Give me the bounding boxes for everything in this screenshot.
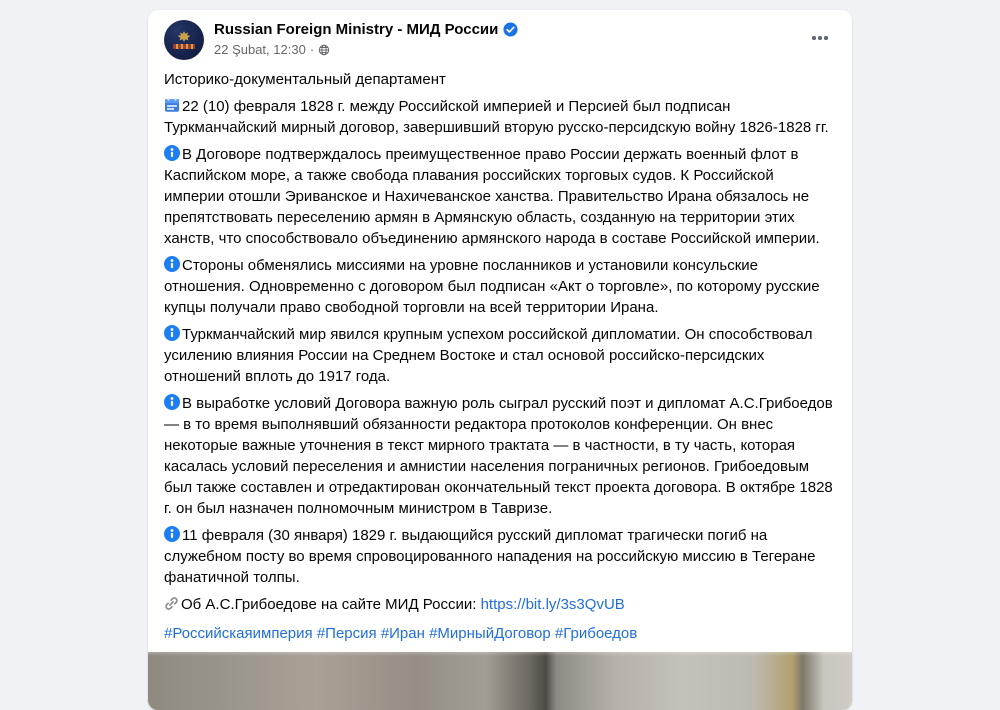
post-paragraph (164, 96, 836, 138)
post-meta (214, 42, 804, 57)
paragraph-text: Стороны обменялись миссиями на уровне посланников и установили консульские отношения. Одновременно с договором был подписан «Акт о торговле», по которому русские купцы получали право свободной торговли на всей территории Ирана. (164, 257, 820, 316)
external-link[interactable]: https://bit.ly/3s3QvUB (480, 596, 625, 613)
post-photo-attachment[interactable] (148, 652, 852, 710)
paragraph-text: Об А.С.Грибоедове на сайте МИД России: (181, 596, 481, 613)
post-paragraph (164, 144, 836, 249)
facebook-post-card (148, 10, 852, 710)
hashtag-link[interactable]: #МирныйДоговор (429, 625, 551, 642)
paragraph-text: В Договоре подтверждалось преимущественное право России держать военный флот в Каспийском море, а также свобода плавания российских торговых судов. К Российской империи отошли Эриванское и Нахичеванское ханства. Правительство Ирана обязалось не препятствовать переселению армян в Армянскую область, созданную на территории этих ханств, что способствовало объединению армянского народа в составе Российской империи. (164, 146, 820, 247)
hashtag-row (164, 623, 836, 644)
globe-icon (318, 44, 330, 56)
paragraph-text: В выработке условий Договора важную роль сыграл русский поэт и дипломат А.С.Грибоедов — в то время выполнявший обязанности редактора протоколов конференции. Он внес некоторые важные уточнения в текст мирного трактата — в частности, в ту часть, которая касалась условий переселения и амнистии населения пограничных регионов. Грибоедовым был также составлен и отредактирован окончательный текст проекта договора. В октябре 1828 г. он был назначен полномочным министром в Тавризе. (164, 395, 833, 517)
info-icon (164, 394, 180, 410)
paragraph-text: Историко-документальный департамент (164, 71, 446, 88)
hashtag-link[interactable]: #Грибоедов (554, 625, 638, 642)
more-options-button[interactable] (804, 22, 836, 54)
link-icon (164, 596, 179, 611)
post-paragraph (164, 393, 836, 519)
verified-badge-icon (503, 22, 518, 37)
header-info (214, 20, 804, 57)
info-icon (164, 256, 180, 272)
post-paragraph (164, 594, 836, 615)
post-content (148, 60, 852, 644)
hashtag-link[interactable]: #Персия (316, 625, 377, 642)
paragraph-text: Туркманчайский мир явился крупным успехом российской дипломатии. Он способствовал усилению влияния России на Среднем Востоке и стал основой российско-персидских отношений вплоть до 1917 года. (164, 326, 813, 385)
post-paragraph (164, 525, 836, 588)
info-icon (164, 325, 180, 341)
info-icon (164, 526, 180, 542)
avatar-banner (173, 44, 195, 49)
post-paragraph (164, 255, 836, 318)
info-icon (164, 145, 180, 161)
paragraph-text: 22 (10) февраля 1828 г. между Российской империей и Персией был подписан Туркманчайский мирный договор, завершивший вторую русско-персидскую войну 1826-1828 гг. (164, 98, 829, 136)
avatar[interactable] (164, 20, 204, 60)
meta-separator: · (309, 42, 315, 57)
calendar-icon (164, 97, 180, 113)
post-header (148, 10, 852, 60)
post-timestamp[interactable]: 22 Şubat, 12:30 (214, 42, 306, 57)
post-paragraph (164, 69, 836, 90)
ministry-emblem-icon (175, 31, 193, 42)
author-name[interactable]: Russian Foreign Ministry - МИД России (214, 21, 499, 38)
hashtag-link[interactable]: #Иран (380, 625, 425, 642)
hashtag-link[interactable]: #Российскаяимперия (164, 625, 313, 642)
paragraph-text: 11 февраля (30 января) 1829 г. выдающийся русский дипломат трагически погиб на служебном посту во время спровоцированного нападения на российскую миссию в Тегеране фанатичной толпы. (164, 527, 816, 586)
post-paragraph (164, 324, 836, 387)
